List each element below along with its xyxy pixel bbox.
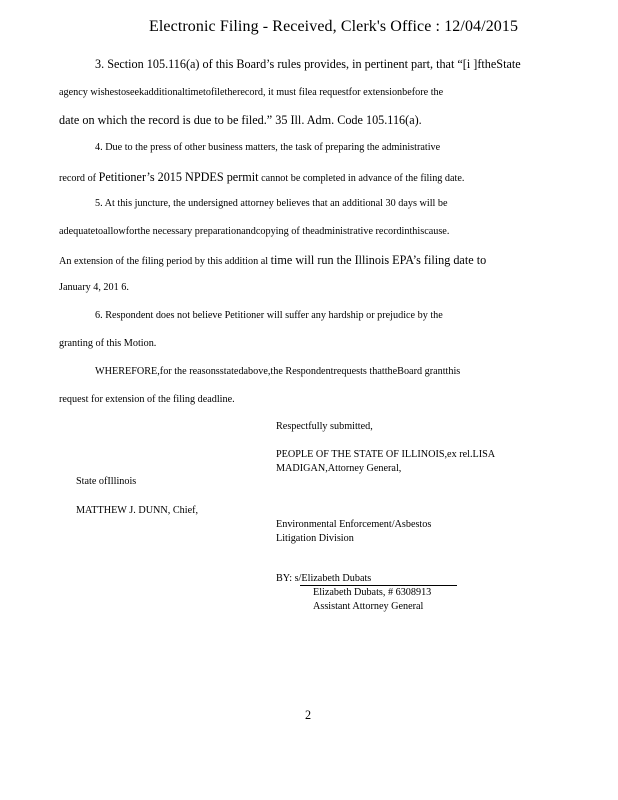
respectfully-submitted: Respectfully submitted, [276, 421, 373, 432]
paragraph-5-line-3 [59, 254, 486, 267]
paragraph-5-line-1: 5. At this juncture, the undersigned attorney believes that an additional 30 days will be [95, 198, 448, 209]
filing-header: Electronic Filing - Received, Clerk's Office : 12/04/2015 [149, 18, 519, 35]
matthew-dunn-chief: MATTHEW J. DUNN, Chief, [76, 505, 199, 516]
division-line-2: Litigation Division [276, 533, 354, 544]
page-number: 2 [305, 708, 312, 722]
paragraph-4-line-1: 4. Due to the press of other business matters, the task of preparing the administrative [95, 142, 441, 153]
state-of-illinois: State ofIllinois [76, 476, 137, 487]
permit-reference: Petitioner’s 2015 NPDES permit [98, 170, 259, 184]
wherefore-line-2: request for extension of the filing deadline. [59, 394, 235, 405]
paragraph-5-line-2: adequatetoallowforthe necessary preparationandcopying of theadministrative recordinthiscause. [59, 226, 450, 237]
people-line-1: PEOPLE OF THE STATE OF ILLINOIS,ex rel.LISA [276, 449, 496, 460]
people-line-2: MADIGAN,Attorney General, [276, 463, 402, 474]
signature-underline [300, 585, 457, 586]
paragraph-3-line-2: agency wishestoseekadditionaltimetofiletherecord, it must filea requestfor extensionbefore the [59, 87, 444, 98]
wherefore-line-1: WHEREFORE,for the reasonsstatedabove,the Respondentrequests thattheBoard grantthis [95, 366, 461, 377]
paragraph-4-line-2-end: cannot be completed in advance of the filing date. [261, 173, 465, 184]
paragraph-3-line-3: date on which the record is due to be filed.” 35 Ill. Adm. Code 105.116(a). [59, 113, 422, 127]
paragraph-5-line-4: January 4, 201 6. [59, 282, 129, 293]
paragraph-6-line-1: 6. Respondent does not believe Petitioner will suffer any hardship or prejudice by the [95, 310, 443, 321]
paragraph-3-line-1: 3. Section 105.116(a) of this Board’s rules provides, in pertinent part, that “[i ]ftheState [95, 57, 521, 71]
signer-name: Elizabeth Dubats, # 6308913 [313, 587, 432, 598]
signer-title: Assistant Attorney General [313, 601, 424, 612]
paragraph-4-line-2 [59, 171, 464, 184]
paragraph-5-line-3-end: time will run the Illinois EPA’s filing date to [270, 253, 487, 267]
paragraph-6-line-2: granting of this Motion. [59, 338, 157, 349]
paragraph-5-line-3-start: An extension of the filing period by this addition al [59, 256, 269, 267]
signature-by-line: BY: s/Elizabeth Dubats [276, 573, 372, 584]
division-line-1: Environmental Enforcement/Asbestos [276, 519, 432, 530]
paragraph-4-line-2-start: record of [59, 173, 97, 184]
